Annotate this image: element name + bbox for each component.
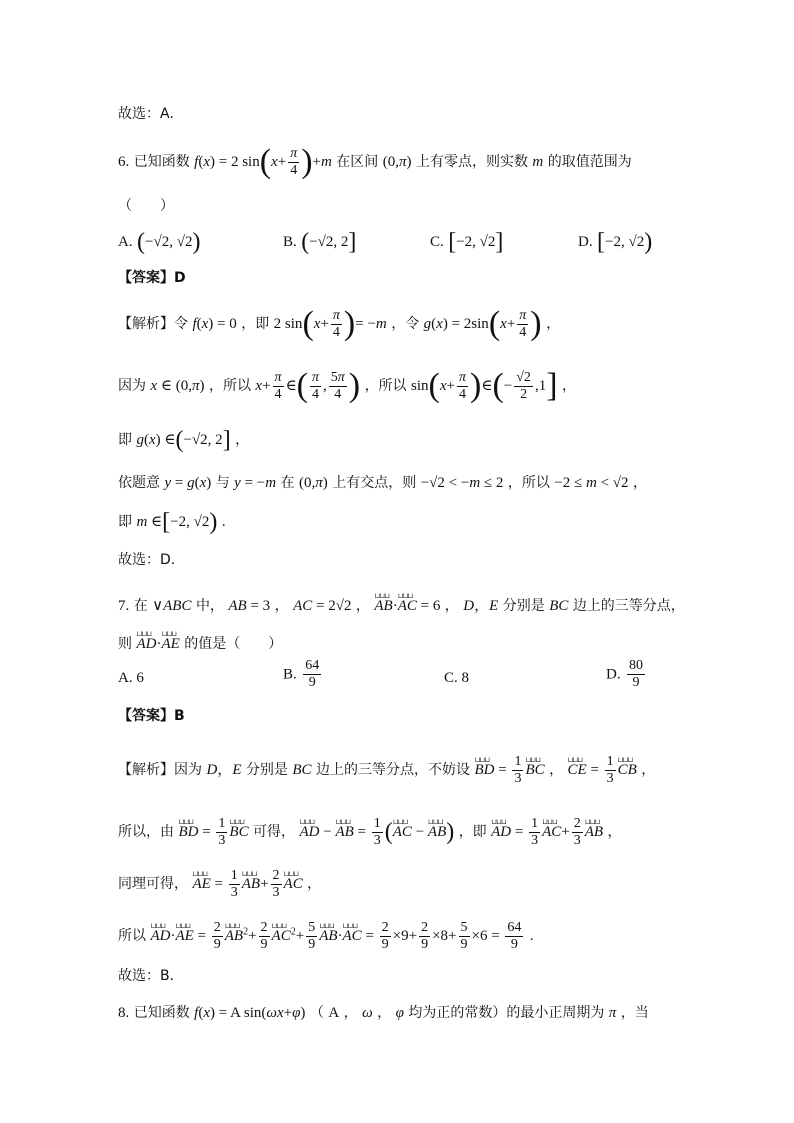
text: 故选：B． <box>118 968 184 984</box>
text: 可得， <box>253 824 296 840</box>
text: 已知函数 <box>133 154 190 170</box>
option-label: B. <box>283 666 297 683</box>
option-label: A. 6 <box>118 670 144 686</box>
text: 即 <box>118 514 132 530</box>
text: 边上的三等分点， <box>572 598 685 614</box>
text: . <box>221 514 226 530</box>
text: 上有零点，则实数 <box>415 154 528 170</box>
text: 在 <box>280 475 295 491</box>
text: ，令 <box>391 316 420 332</box>
solution-6-line-3: 即 g(x) ∈(−√2, 2] ， <box>118 427 250 453</box>
text: 则 <box>118 636 132 652</box>
question-number: 7. <box>118 598 130 614</box>
q6-option-d: D. [−2, √2) <box>578 229 653 255</box>
q7-option-a <box>118 670 144 687</box>
text: 在 <box>133 598 148 614</box>
text: 所以，由 <box>118 824 174 840</box>
text: 【解析】令 <box>118 316 188 332</box>
solution-6-line-4: 依题意 y = g(x) 与 y = −m 在 (0,π) 上有交点，则 −√2 < −m ≤ 2 ，所以 −2 ≤ m < √2 ， <box>118 475 647 491</box>
text: 【答案】D <box>118 270 186 286</box>
question-6: 6. 已知函数 f(x) = 2 sin(x+ $\frac{\pi}{4}$ )+m 在区间 (0,π) 上有零点，则实数 m 的取值范围为 <box>118 143 632 180</box>
text: ， <box>444 598 459 614</box>
option-label: B. <box>283 234 297 250</box>
question-number: 6. <box>118 154 130 170</box>
solution-7-line-3: 同理可得， ⊔⊔⊔ AE = $\frac{1}{3}$ ⊔⊔⊔ AB+ $\frac{2}{3}$ ⊔⊔⊔ AC ， <box>118 858 321 894</box>
option-label: D. <box>606 666 621 683</box>
text: 所以 <box>118 928 146 944</box>
text: 【解析】因为 <box>118 762 202 778</box>
answer-choice-line <box>118 104 174 124</box>
text: ， <box>549 762 564 778</box>
text: 故选：D. <box>118 552 176 568</box>
solution-7-line-1: 【解析】因为 D，E 分别是 BC 边上的三等分点，不妨设 ⊔⊔⊔ BD = $\frac{1}{3}$ ⊔⊔⊔ BC ， ⊔⊔⊔ CE = $\frac{1}{3}$ ⊔⊔⊔ CB ， <box>118 742 655 782</box>
text: ， <box>274 598 289 614</box>
text: ， <box>307 876 322 892</box>
q7-option-d: D. $\frac{80}{9}$ <box>606 658 644 690</box>
solution-6-line-5: 即 m ∈[−2, √2) . <box>118 509 226 535</box>
text: 在区间 <box>336 154 379 170</box>
text: . <box>529 928 534 944</box>
text: ， <box>607 824 622 840</box>
q6-option-b: B. (−√2, 2] <box>283 229 357 255</box>
text: ， <box>546 316 561 332</box>
text: ，所以 <box>364 378 407 394</box>
answer-choice-line-7 <box>118 966 184 986</box>
text: 上有交点，则 <box>332 475 417 491</box>
text: ， <box>377 1005 392 1021</box>
text: 的值是（ ） <box>184 636 283 652</box>
q7-option-b: B. $\frac{64}{9}$ <box>283 658 320 690</box>
text: ， <box>343 1005 358 1021</box>
question-8: 8. 已知函数 f(x) = A sin(ωx+φ) （ A ， ω ， φ 均为正的常数）的最小正周期为 π ，当 <box>118 1005 649 1021</box>
text: ， <box>633 475 647 491</box>
text: ，所以 <box>507 475 550 491</box>
text: 分别是 <box>502 598 545 614</box>
text: 中， <box>195 598 224 614</box>
text: 与 <box>215 475 230 491</box>
text: 分别是 <box>245 762 288 778</box>
text: ， <box>561 378 576 394</box>
q6-option-a: A. (−√2, √2) <box>118 229 201 255</box>
answer-6 <box>118 268 186 288</box>
option-label: D. <box>578 234 593 250</box>
solution-6-line-1: 【解析】令 f(x) = 0 ，即 2 sin(x+ $\frac{\pi}{4}$ )= −m ，令 g(x) = 2sin(x+ $\frac{\pi}{4}$ ) ， <box>118 305 561 342</box>
text: （ <box>309 1005 324 1021</box>
q7-option-c <box>444 670 469 687</box>
answer-choice-line-6 <box>118 550 175 570</box>
solution-6-line-2: 因为 x ∈ (0,π) ，所以 x+ $\frac{\pi}{4}$ ∈( $\frac{\pi}{4}$ , $\frac{5\pi}{4}$ ) ，所以 sin(x+ $\frac{\pi}{4}$ )∈(− $\frac{√2}{2}$ ,1] ， <box>118 367 576 404</box>
text: ， <box>641 762 656 778</box>
text: ， <box>355 598 370 614</box>
text: ，即 <box>241 316 270 332</box>
solution-7-line-2: 所以，由 ⊔⊔⊔ BD = $\frac{1}{3}$ ⊔⊔⊔ BC 可得， ⊔⊔⊔ AD − ⊔⊔⊔ AB = $\frac{1}{3}$ (⊔⊔⊔ AC − ⊔⊔⊔ AB) ，即 ⊔⊔⊔ AD = $\frac{1}{3}$ ⊔⊔⊔ AC+ $\frac{2}{3}$ ⊔⊔⊔ AB ， <box>118 804 622 844</box>
option-label: A. <box>118 234 133 250</box>
text: 同理可得， <box>118 876 188 892</box>
option-label: C. 8 <box>444 670 470 686</box>
text: 故选：A. <box>118 106 174 122</box>
text: 已知函数 <box>133 1005 190 1021</box>
question-7-line-2: 则 ⊔⊔⊔ AD·⊔⊔⊔ AE 的值是（ ） <box>118 622 282 650</box>
question-6-paren <box>118 196 174 216</box>
text: 边上的三等分点，不妨设 <box>316 762 471 778</box>
question-7: 7. 在 ∨ABC 中， AB = 3 ， AC = 2√2 ， ⊔⊔⊔ AB·⊔⊔⊔ AC = 6 ， D，E 分别是 BC 边上的三等分点， <box>118 584 685 612</box>
option-label: C. <box>430 234 444 250</box>
solution-7-line-4: 所以 ⊔⊔⊔ AD·⊔⊔⊔ AE = $\frac{2}{9}$ ⊔⊔⊔ $AB^2+$ $\frac{2}{9}$ ⊔⊔⊔ $AC^2+$ $\frac{5}{9}$ ⊔⊔⊔ AB·⊔⊔⊔ AC = $\frac{2}{9}$ ×9+ $\frac{2}{9}$ ×8+ $\frac{5}{9}$ ×6 = $\frac{64}{9}$ . <box>118 908 534 948</box>
text: 均为正的常数）的最小正周期为 <box>408 1005 605 1021</box>
text: ，当 <box>620 1005 649 1021</box>
text: （ ） <box>118 198 174 214</box>
text: 即 <box>118 432 132 448</box>
q6-option-c: C. [−2, √2] <box>430 229 504 255</box>
answer-7 <box>118 706 185 726</box>
text: ，所以 <box>208 378 251 394</box>
question-number: 8. <box>118 1005 130 1021</box>
text: ， <box>235 432 250 448</box>
text: ，即 <box>458 824 487 840</box>
text: 因为 <box>118 378 146 394</box>
text: 的取值范围为 <box>547 154 632 170</box>
text: 依题意 <box>118 475 160 491</box>
text: 【答案】B <box>118 708 185 724</box>
